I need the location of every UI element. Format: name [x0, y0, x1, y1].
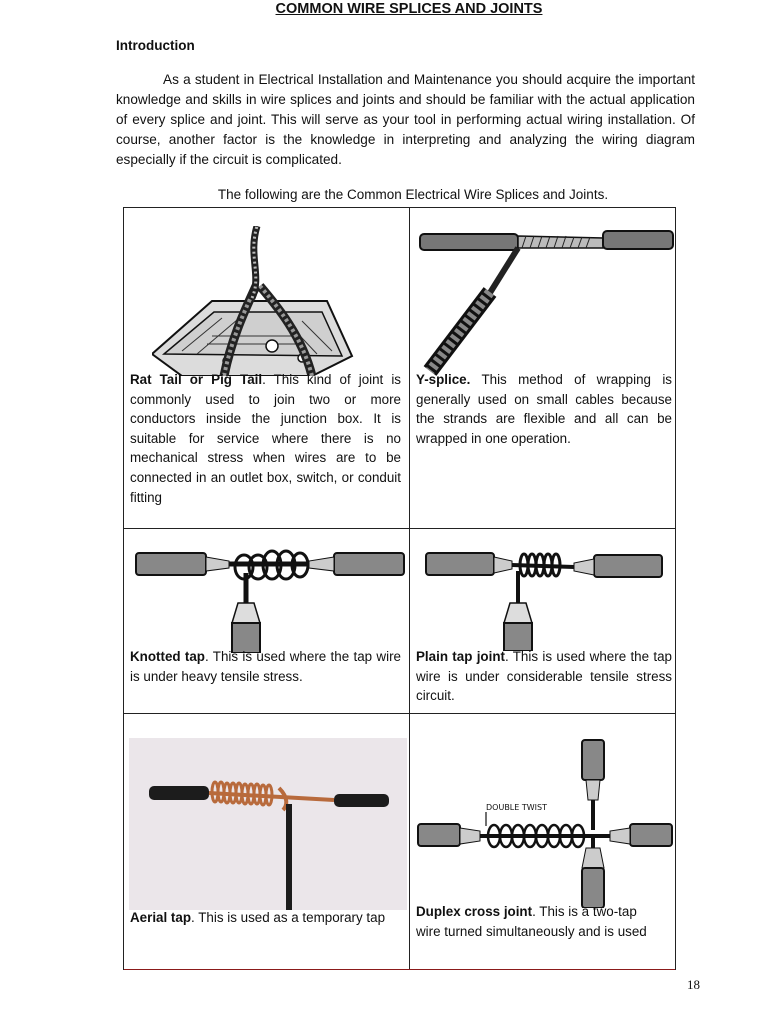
- table-cell-aerial-tap: [124, 714, 409, 971]
- rat-tail-joint-illustration: [152, 226, 362, 376]
- aerial-tap-text: . This is used as a temporary tap: [191, 910, 386, 925]
- y-splice-text: This method of wrapping is generally used on small cables because the strands are flexible and all can be wrapped in one operation.: [416, 372, 672, 446]
- aerial-tap-description: [130, 908, 410, 928]
- document-title: COMMON WIRE SPLICES AND JOINTS: [275, 1, 543, 17]
- table-cell-plain-tap: [410, 529, 677, 713]
- y-splice-name: Y-splice.: [416, 372, 471, 387]
- plain-tap-text: . This is used where the tap wire is under considerable tensile stress circuit.: [416, 649, 672, 704]
- joints-table: [123, 207, 676, 970]
- plain-tap-joint-illustration: [424, 547, 664, 651]
- aerial-tap-photo: [129, 738, 407, 910]
- table-cell-rat-tail: [124, 208, 409, 528]
- duplex-cross-text: . This is a two-tap wire turned simultaneously and is used: [416, 904, 647, 939]
- y-splice-description: [416, 370, 672, 448]
- aerial-tap-name: Aerial tap: [130, 910, 192, 925]
- knotted-tap-description: [130, 647, 401, 686]
- page-number: 18: [687, 977, 700, 992]
- knotted-tap-illustration: [134, 543, 406, 653]
- duplex-cross-joint-illustration: [416, 738, 674, 908]
- table-cell-duplex-cross: [410, 714, 677, 971]
- intro-paragraph: As a student in Electrical Installation and Maintenance you should acquire the important knowledge and skills in wire splices and joints and should be familiar with the actual application of every splice and joint. This will serve as your tool in performing actual wiring installation. Of course, another factor is the knowledge in interpreting and analyzing the wiring diagram especially if the circuit is complicated.: [116, 72, 695, 167]
- table-cell-y-splice: [410, 208, 677, 528]
- duplex-cross-description: [416, 902, 664, 941]
- rat-tail-text: . This kind of joint is commonly used to join two or more conductors inside the junction box. It is suitable for service where there is no mechanical stress when wires are to be connected in an outlet box, switch, or conduit fitting: [130, 372, 401, 505]
- rat-tail-description: [130, 370, 401, 507]
- knotted-tap-text: . This is used where the tap wire is under heavy tensile stress.: [130, 649, 401, 684]
- knotted-tap-name: Knotted tap: [130, 649, 205, 664]
- plain-tap-name: Plain tap joint: [416, 649, 505, 664]
- plain-tap-description: [416, 647, 672, 706]
- table-cell-knotted-tap: [124, 529, 409, 713]
- section-heading: Introduction: [116, 38, 195, 53]
- table-caption: The following are the Common Electrical Wire Splices and Joints.: [217, 187, 609, 202]
- double-twist-label: DOUBLE TWIST: [486, 803, 547, 812]
- y-splice-illustration: [418, 226, 676, 376]
- duplex-cross-name: Duplex cross joint: [416, 904, 533, 919]
- rat-tail-name: Rat Tail or Pig Tail: [130, 372, 263, 387]
